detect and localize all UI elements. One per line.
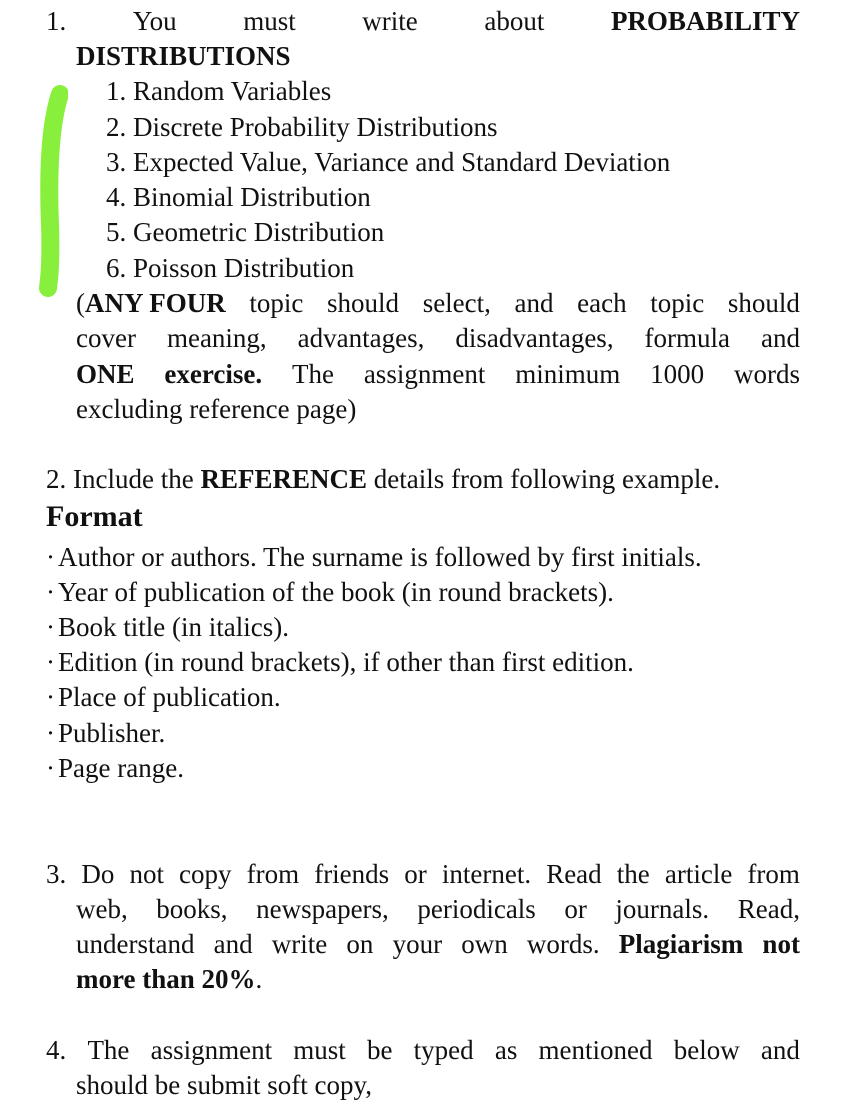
format-heading: Format: [46, 500, 143, 533]
bullet-icon: ·: [46, 718, 55, 748]
s4-word: 4.: [46, 1035, 67, 1065]
format-bullet: [46, 680, 281, 715]
s3-word: journals.: [615, 894, 710, 924]
section1-title-line2: [76, 39, 291, 74]
note-word: assignment: [363, 359, 486, 389]
section2-suffix: details from following example.: [366, 464, 721, 494]
note-word: cover: [76, 323, 136, 353]
bullet-text: Place of publication.: [58, 682, 281, 712]
format-bullet: [46, 751, 184, 786]
s3-word: article: [664, 859, 733, 889]
note-any-four: ANY FOUR: [85, 288, 226, 318]
s3-word: books,: [156, 894, 228, 924]
s4-word: mentioned: [538, 1035, 653, 1065]
s3-word: web,: [76, 894, 128, 924]
note-word: 1000: [650, 359, 705, 389]
topic-item: 5. Geometric Distribution: [106, 217, 385, 247]
note-word: each: [577, 288, 627, 318]
section4-line-1: [46, 1033, 800, 1068]
section3-line-1: [46, 857, 800, 892]
s3-word: write: [271, 929, 328, 959]
s3-word: and: [213, 929, 253, 959]
note-line-3: [76, 357, 800, 392]
s3-word: from: [246, 859, 300, 889]
note-line-4: excluding reference page): [76, 394, 357, 424]
note-open-bold: [76, 286, 226, 321]
note-word: select,: [422, 288, 491, 318]
s3-not: not: [762, 929, 800, 959]
s3-word: 3.: [46, 859, 67, 889]
s3-word: periodicals: [417, 894, 536, 924]
section1-title-part1: PROBABILITY: [610, 6, 800, 36]
section1-word: write: [362, 6, 418, 36]
s4-word: as: [494, 1035, 518, 1065]
s3-word: understand: [76, 929, 195, 959]
highlighter-mark: [38, 84, 68, 298]
s3-limit: more than 20%: [76, 964, 256, 994]
note-word: The: [291, 359, 334, 389]
section3-line-2: [76, 892, 800, 927]
bullet-text: Publisher.: [58, 718, 166, 748]
bullet-text: Page range.: [58, 753, 184, 783]
bullet-icon: ·: [46, 542, 55, 572]
format-bullet: [46, 610, 289, 645]
s3-word: Read: [546, 859, 602, 889]
bullet-text: Edition (in round brackets), if other than first edition.: [58, 647, 634, 677]
bullet-icon: ·: [46, 753, 55, 783]
topic-item: 4. Binomial Distribution: [106, 182, 371, 212]
topic-item: 1. Random Variables: [106, 76, 332, 106]
s3-period: .: [255, 964, 263, 994]
section2-prefix: 2. Include the: [46, 464, 201, 494]
topic-item: 2. Discrete Probability Distributions: [106, 112, 498, 142]
format-bullet: [46, 540, 702, 575]
section2-reference: REFERENCE: [200, 464, 367, 494]
format-bullet: [46, 645, 634, 680]
section4-line-2: should be submit soft copy,: [76, 1070, 372, 1100]
bullet-icon: ·: [46, 577, 55, 607]
format-bullet: [46, 716, 165, 751]
s3-word: on: [346, 929, 374, 959]
note-line-2: [76, 321, 800, 356]
note-paren: (: [76, 288, 85, 318]
note-word: formula: [644, 323, 731, 353]
note-word: advantages,: [297, 323, 425, 353]
format-bullet: [46, 575, 614, 610]
bullet-icon: ·: [46, 612, 55, 642]
s4-word: The: [87, 1035, 130, 1065]
s3-word: your: [392, 929, 443, 959]
s3-word: words.: [526, 929, 600, 959]
bullet-text: Author or authors. The surname is followed by first initials.: [58, 542, 702, 572]
s4-word: and: [760, 1035, 800, 1065]
s3-word: own: [461, 929, 508, 959]
note-word: words: [733, 359, 800, 389]
section1-word: about: [484, 6, 545, 36]
note-word: meaning,: [166, 323, 267, 353]
note-word: and: [761, 323, 800, 353]
note-word: topic: [650, 288, 705, 318]
section2-line: [46, 462, 720, 497]
topic-item: 3. Expected Value, Variance and Standard Deviation: [106, 147, 671, 177]
s3-word: from: [747, 859, 800, 889]
bullet-text: Book title (in italics).: [58, 612, 289, 642]
s4-word: assignment: [150, 1035, 273, 1065]
s3-word: or: [404, 859, 427, 889]
note-word: should: [327, 288, 400, 318]
bullet-icon: ·: [46, 682, 55, 712]
s4-word: typed: [413, 1035, 474, 1065]
s3-word: newspapers,: [256, 894, 389, 924]
section1-heading-line: [46, 4, 800, 39]
section3-line-3: [76, 927, 800, 962]
bullet-icon: ·: [46, 647, 55, 677]
note-exercise: exercise.: [164, 359, 263, 389]
section1-title-part2: DISTRIBUTIONS: [76, 41, 291, 71]
section1-word: You: [132, 6, 177, 36]
topic-item: 6. Poisson Distribution: [106, 253, 355, 283]
s3-word: or: [564, 894, 587, 924]
s4-word: be: [367, 1035, 393, 1065]
s3-word: copy: [179, 859, 232, 889]
s4-word: must: [293, 1035, 346, 1065]
section1-word: must: [243, 6, 296, 36]
note-word: disadvantages,: [455, 323, 614, 353]
note-word: topic: [249, 288, 304, 318]
note-line-1: [76, 286, 800, 321]
s3-plagiarism: Plagiarism: [618, 929, 744, 959]
s3-word: internet.: [441, 859, 532, 889]
section1-number: 1.: [46, 6, 67, 36]
bullet-text: Year of publication of the book (in round brackets).: [58, 577, 614, 607]
s3-word: the: [616, 859, 650, 889]
note-word: minimum: [515, 359, 621, 389]
s3-word: Do: [81, 859, 115, 889]
s3-word: not: [129, 859, 164, 889]
s4-word: below: [673, 1035, 740, 1065]
note-word: and: [514, 288, 554, 318]
note-word: should: [727, 288, 800, 318]
section3-line-4: [76, 962, 262, 997]
note-one: ONE: [76, 359, 135, 389]
s3-word: friends: [314, 859, 390, 889]
s3-word: Read,: [737, 894, 800, 924]
